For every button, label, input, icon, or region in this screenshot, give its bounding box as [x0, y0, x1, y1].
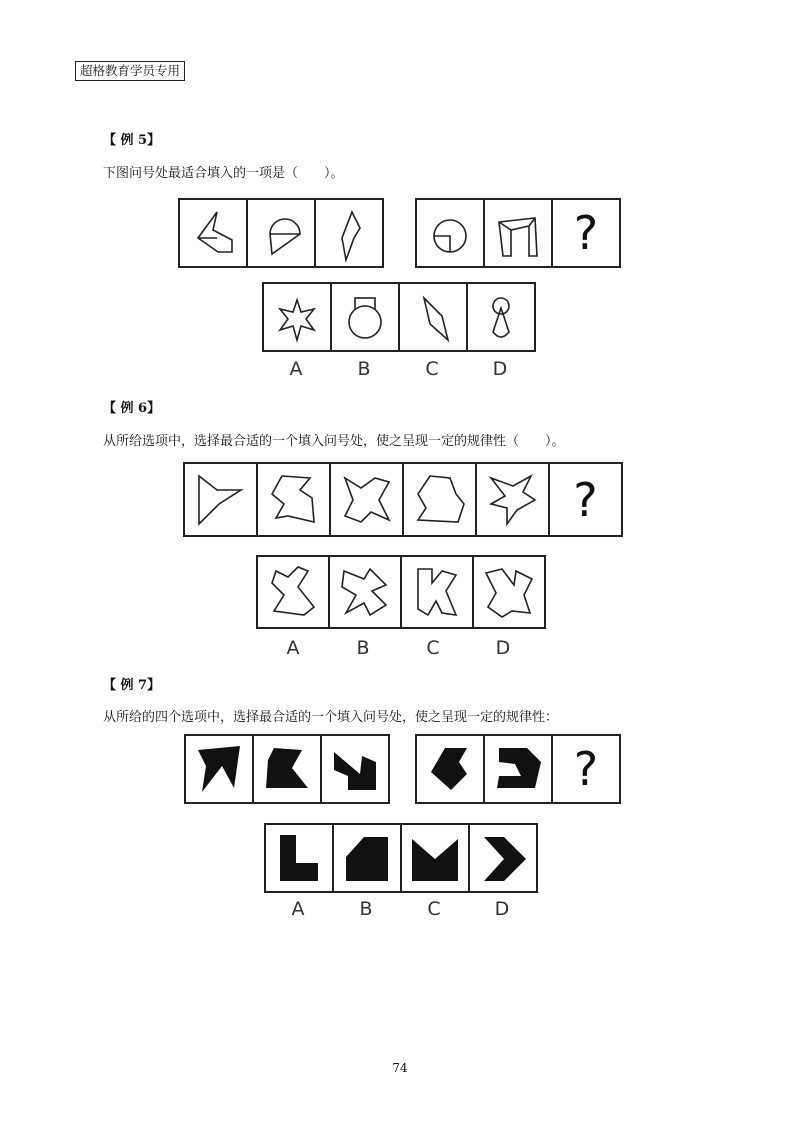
- example-5-group-1: [178, 198, 384, 268]
- example-7-title: 【 例 7】: [103, 678, 161, 693]
- ex5-figure-2: [248, 200, 316, 266]
- ex6-option-c[interactable]: [402, 557, 474, 627]
- question-mark: ?: [573, 742, 599, 796]
- ex5-figure-3: [316, 200, 382, 266]
- example-6-options: [256, 555, 546, 629]
- ex7-option-b[interactable]: [334, 825, 402, 891]
- ex7-question-cell: [553, 736, 619, 802]
- ex5-option-d[interactable]: [468, 284, 534, 350]
- header-tag: 超格教育学员专用: [75, 61, 185, 81]
- ex6-option-b[interactable]: [330, 557, 402, 627]
- ex6-figure-1: [185, 464, 258, 535]
- example-7-option-labels: [264, 898, 536, 920]
- ex6-figure-2: [258, 464, 331, 535]
- ex5-option-b[interactable]: [332, 284, 400, 350]
- ex7-figure-1: [186, 736, 254, 802]
- option-label-b: B: [356, 637, 370, 659]
- example-5-question: 下图问号处最适合填入的一项是（ ）。: [103, 166, 344, 181]
- ex5-question-cell: [553, 200, 619, 266]
- ex6-question-cell: [550, 464, 621, 535]
- question-mark: ?: [573, 206, 599, 260]
- ex6-figure-3: [331, 464, 404, 535]
- ex6-figure-4: [404, 464, 477, 535]
- ex6-figure-5: [477, 464, 550, 535]
- option-label-a: A: [291, 898, 305, 920]
- ex7-figure-3: [322, 736, 388, 802]
- page-number: 74: [392, 1061, 408, 1075]
- ex5-figure-4: [417, 200, 485, 266]
- ex6-option-a[interactable]: [258, 557, 330, 627]
- ex5-option-a[interactable]: [264, 284, 332, 350]
- ex7-option-c[interactable]: [402, 825, 470, 891]
- example-5-option-labels: [262, 358, 534, 380]
- ex5-figure-1: [180, 200, 248, 266]
- ex6-option-d[interactable]: [474, 557, 544, 627]
- option-label-c: C: [425, 358, 439, 380]
- example-5-title: 【 例 5】: [103, 133, 161, 148]
- ex5-option-c[interactable]: [400, 284, 468, 350]
- option-label-d: D: [492, 358, 508, 380]
- example-5-options: [262, 282, 536, 352]
- example-7-options: [264, 823, 538, 893]
- option-label-a: A: [286, 637, 300, 659]
- option-label-d: D: [495, 637, 511, 659]
- ex7-figure-4: [417, 736, 485, 802]
- example-6-sequence: [183, 462, 623, 537]
- ex7-option-a[interactable]: [266, 825, 334, 891]
- example-6-title: 【 例 6】: [103, 401, 161, 416]
- ex7-figure-2: [254, 736, 322, 802]
- option-label-c: C: [427, 898, 441, 920]
- question-mark: ?: [573, 472, 598, 527]
- ex7-option-d[interactable]: [470, 825, 536, 891]
- option-label-c: C: [426, 637, 440, 659]
- option-label-b: B: [357, 358, 371, 380]
- example-6-question: 从所给选项中，选择最合适的一个填入问号处，使之呈现一定的规律性（ ）。: [103, 434, 565, 449]
- example-5-group-2: [415, 198, 621, 268]
- option-label-a: A: [289, 358, 303, 380]
- example-6-option-labels: [258, 637, 538, 659]
- ex7-figure-5: [485, 736, 553, 802]
- example-7-group-2: [415, 734, 621, 804]
- option-label-b: B: [359, 898, 373, 920]
- example-7-question: 从所给的四个选项中，选择最合适的一个填入问号处，使之呈现一定的规律性：: [103, 710, 559, 725]
- option-label-d: D: [494, 898, 510, 920]
- example-7-group-1: [184, 734, 390, 804]
- ex5-figure-5: [485, 200, 553, 266]
